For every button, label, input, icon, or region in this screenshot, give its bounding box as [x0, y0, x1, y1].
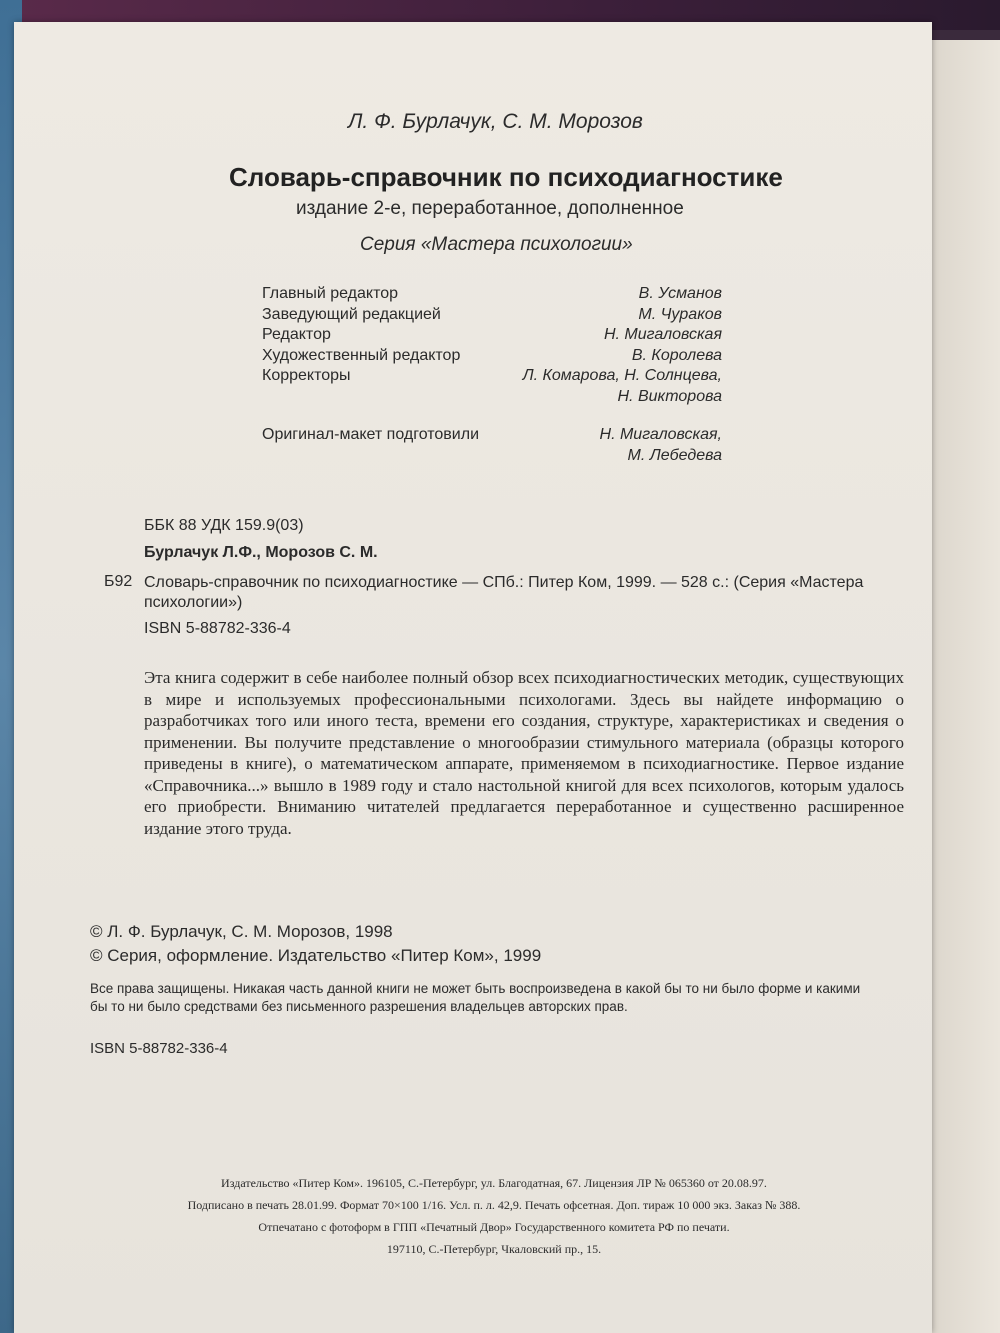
author-mark: Б92	[104, 573, 133, 590]
credit-role: Корректоры	[262, 367, 351, 384]
credit-name: М. Лебедева	[627, 446, 722, 464]
credit-row	[262, 325, 722, 346]
credit-row	[262, 305, 722, 326]
credit-name: Н. Викторова	[617, 387, 722, 405]
credit-name: Н. Мигаловская	[603, 326, 722, 343]
credit-row	[262, 425, 722, 446]
credit-role: Художественный редактор	[262, 346, 461, 364]
credit-name: М. Чураков	[638, 305, 722, 323]
credit-role: Оригинал-макет подготовили	[262, 426, 480, 443]
credit-role: Редактор	[262, 326, 331, 343]
credit-row	[262, 284, 722, 305]
credit-row	[262, 346, 722, 367]
credit-name: В. Усманов	[638, 285, 722, 302]
imprint-line: 197110, С.-Петербург, Чкаловский пр., 15.	[386, 1242, 602, 1256]
copyright-publisher: © Серия, оформление. Издательство «Питер Ком», 1999	[90, 946, 542, 965]
imprint-line: Подписано в печать 28.01.99. Формат 70×100 1/16. Усл. п. л. 42,9. Печать офсетная. Доп. тираж 10 000 экз. Заказ № 388.	[187, 1198, 801, 1212]
credit-row	[262, 387, 722, 408]
book-title: Словарь-справочник по психодиагностике	[229, 162, 783, 192]
credit-role: Главный редактор	[262, 285, 399, 302]
book-authors: Л. Ф. Бурлачук, С. М. Морозов	[348, 110, 643, 133]
credit-row	[262, 446, 722, 467]
credit-name: В. Королева	[631, 346, 722, 364]
annotation-paragraph: Эта книга содержит в себе наиболее полный обзор всех психодиагностических методик, существующих в мире и используемых профессиональными психологами. Здесь вы найдете информацию о разработчиках того или иного теста, времени его создания, структуре, характеристиках и сведения о применении. Вы получите представление о многообразии стимульного материала (образцы которого приведены в книге), о математическом аппарате, применяемом в психодиагностике. Первое издание «Справочника...» вышло в 1989 году и стало настольной книгой для всех психологов, которым удалось его приобрести. Вниманию читателей предлагается переработанное и существенно расширенное издание этого труда.	[144, 668, 904, 838]
bbk-udk-code: ББК 88 УДК 159.9(03)	[144, 517, 304, 534]
credit-row	[262, 366, 722, 387]
imprint-line: Издательство «Питер Ком». 196105, С.-Петербург, ул. Благодатная, 67. Лицензия ЛР № 065360 от 20.08.97.	[221, 1176, 767, 1190]
book-page	[14, 22, 932, 1333]
imprint-block	[114, 1172, 874, 1260]
adjacent-page	[930, 40, 1000, 1333]
bibliographic-description: Словарь-справочник по психодиагностике — СПб.: Питер Ком, 1999. — 528 с.: (Серия «Мастера психологии»)	[144, 574, 864, 611]
credit-name: Н. Мигаловская,	[599, 426, 722, 443]
copyright-authors: © Л. Ф. Бурлачук, С. М. Морозов, 1998	[90, 922, 393, 941]
credits-block	[262, 284, 722, 466]
credit-role: Заведующий редакцией	[262, 305, 441, 323]
imprint-line: Отпечатано с фотоформ в ГПП «Печатный Двор» Государственного комитета РФ по печати.	[258, 1220, 730, 1234]
rights-notice: Все права защищены. Никакая часть данной книги не может быть воспроизведена в какой бы то ни было форме и какими бы то ни было средствами без письменного разрешения владельцев авторских прав.	[90, 981, 861, 1014]
catalog-authors: Бурлачук Л.Ф., Морозов С. М.	[144, 544, 378, 561]
series-name: Серия «Мастера психологии»	[360, 234, 633, 255]
catalog-isbn: ISBN 5-88782-336-4	[144, 620, 291, 637]
isbn: ISBN 5-88782-336-4	[90, 1040, 228, 1057]
credit-name: Л. Комарова, Н. Солнцева,	[522, 367, 722, 384]
edition-note: издание 2-е, переработанное, дополненное	[296, 198, 684, 219]
